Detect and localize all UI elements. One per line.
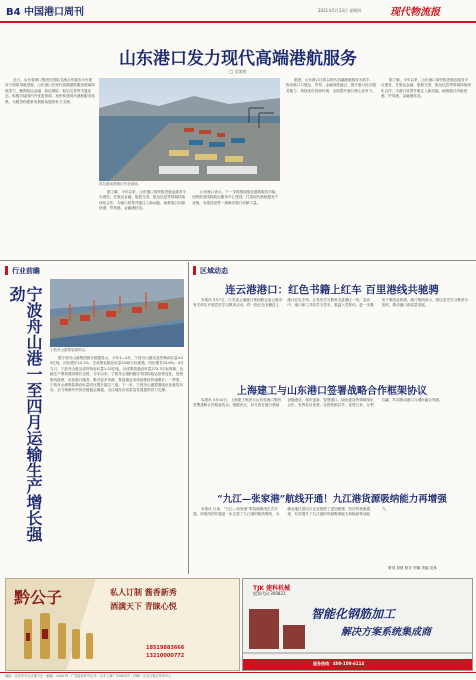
lead-column-2: 据了解，今年以来，山东港口加快推进航运服务平台建设，在航运金融、船舶交易、航运信息等领域持续深化合作，为港口转型升级注入新动能，助推港口向枢纽港、贸易港、金融港转变。 bbox=[99, 190, 187, 211]
lead-column-4: 据悉，山东港口还将以现代高端港航服务为抓手，推动港口与航运、贸易、金融深度融合，提升港口综合服务能力，持续优化营商环境，全面提升港口核心竞争力。 bbox=[286, 78, 376, 93]
ad-right-phone: 服务热线：400-100-6114 bbox=[313, 661, 365, 666]
section-divider bbox=[0, 260, 476, 261]
brand-logo: 现代物流报 bbox=[390, 7, 440, 18]
industry-body: 据宁波舟山港集团统计数据显示，今年1—4月，宁波舟山港完成货物吞吐量4.05亿吨，同比增长10.1%；完成集装箱吞吐量1040万标准箱，同比增长25.6%。4月当月，宁波舟山港完成货物吞吐量1.02亿吨，完成集装箱吞吐量273.3万标准箱，运输生产保持强劲增长态势。今年以来，宁波舟山港积极应对国际航运形势变化，加密航线航班，优化港口服务，吸引更多货源，集装箱业务持续保持快速增长。一季度，宁波舟山港集装箱吞吐量同比增长超过三成。下一步，宁波舟山港将继续优化航线布局，全力保障外贸供应链稳定畅通，为区域经济高质量发展提供有力支撑。 bbox=[50, 356, 184, 393]
footer-text: 地址：北京市丰台区南方庄 · 邮编：100079 · 广告经营许可证号：京丰工商广字0015号 · 印刷：北京日报社印务中心 bbox=[5, 674, 172, 678]
industry-headline: 宁波舟山港一至四月运输生产增长强劲 bbox=[7, 286, 43, 542]
ad-left-phone-2: 13210000772 bbox=[146, 653, 185, 659]
story1-headline: 连云港港口：红色书籍上红车 百里港线共驰骋 bbox=[225, 284, 439, 296]
editor-credits: 策划 刘倩 校对 李娜 美编 范林 bbox=[388, 566, 437, 570]
ad-right-line-1: 智能化钢筋加工 bbox=[311, 607, 396, 621]
story3-headline: “九江—张家港”航线开通！九江港货源吸纳能力再增强 bbox=[217, 494, 447, 505]
regional-section-marker bbox=[193, 266, 196, 275]
lead-column-5: 据了解，今年以来，山东港口加快推进航运服务平台建设，在航运金融、船舶交易、航运信息等领域持续深化合作，为港口转型升级注入新动能，助推港口向枢纽港、贸易港、金融港转变。 bbox=[381, 78, 471, 99]
lead-headline: 山东港口发力现代高端港航服务 bbox=[119, 49, 357, 69]
ad-left-brand: 黔公子 bbox=[14, 588, 63, 607]
ad-right-line-2: 解决方案系统集成商 bbox=[341, 627, 431, 638]
lead-photo-caption: 青岛港前湾港区作业现场。 bbox=[99, 182, 141, 186]
story2-body: 本报讯 5月10日，上海建工集团与山东省港口集团签署战略合作框架协议。根据协议，双方将在港口基础设施建设、城市更新、智慧港口、绿色建造等领域深化合作，发挥各自优势，实现资源共享、优势互补、互利共赢，共同推动港口与城市融合发展。 bbox=[193, 398, 443, 408]
lead-byline: □ 吴荣欣 bbox=[229, 69, 247, 74]
industry-section-label: 行业前瞻 bbox=[12, 267, 40, 275]
column-separator bbox=[188, 262, 189, 574]
industry-photo-caption: 宁波舟山港集装箱码头。 bbox=[50, 348, 89, 352]
ad-right-brand: TJK 建科机械 bbox=[253, 585, 291, 592]
ad-left-slogan-1: 私人订制 酱香新秀 bbox=[110, 587, 177, 597]
lead-column-1: 近日，山东省港口集团在国际交流合作服务平台建设方面取得新进展。山东港口在现代高端港航服务领域持续发力，聚焦航运金融、航运保险、航运交易等关键业态，积极对接国内外优质资源，加快构建现代港航服务体系，为服务构建新发展格局提供有力支撑。 bbox=[5, 78, 95, 104]
ad-right bbox=[242, 578, 473, 671]
ad-right-tag: 股票代码 300823 bbox=[253, 591, 286, 596]
industry-section-marker bbox=[5, 266, 8, 275]
date-line: 2021年5月13日 星期四 bbox=[318, 8, 362, 13]
story2-headline: 上海建工与山东港口签署战略合作框架协议 bbox=[237, 386, 427, 397]
industry-photo bbox=[50, 279, 184, 347]
story1-body: 本报讯 5月7日，江苏连云港港口集团联合连云港市有关单位开展党史学习教育活动，将一批红色书籍送上港口红色专列，让党史学习教育走进港区一线。活动中，港口职工共同学习党史，重温入党誓词，进一步激发干事创业热情。港口集团表示，将以党史学习教育为契机，推动港口高质量发展。 bbox=[193, 298, 468, 308]
ad-left bbox=[5, 578, 240, 671]
ad-left-slogan-2: 酒满天下 青睐心悦 bbox=[110, 601, 177, 611]
lead-column-3: 山东港口表示，下一步将继续强化港航服务功能，加快推进国际航运服务中心建设，打造现代港航服务产业链，为建设世界一流海洋港口贡献力量。 bbox=[192, 190, 280, 205]
masthead-rule bbox=[0, 21, 476, 23]
ad-left-phone-1: 18519883666 bbox=[146, 645, 185, 651]
lead-photo bbox=[99, 78, 280, 181]
regional-section-label: 区域动态 bbox=[200, 267, 228, 275]
story3-body: 本报讯 日前，“九江—张家港”集装箱航线正式开通，该航线的开通进一步完善了九江港的航线网络，为赣北地区进出口企业提供了更加便捷、经济的物流通道，有效提升了九江港的货源吸纳能力和辐射带动能力。 bbox=[193, 507, 389, 517]
page-label: B4 中国港口周刊 bbox=[6, 7, 85, 18]
